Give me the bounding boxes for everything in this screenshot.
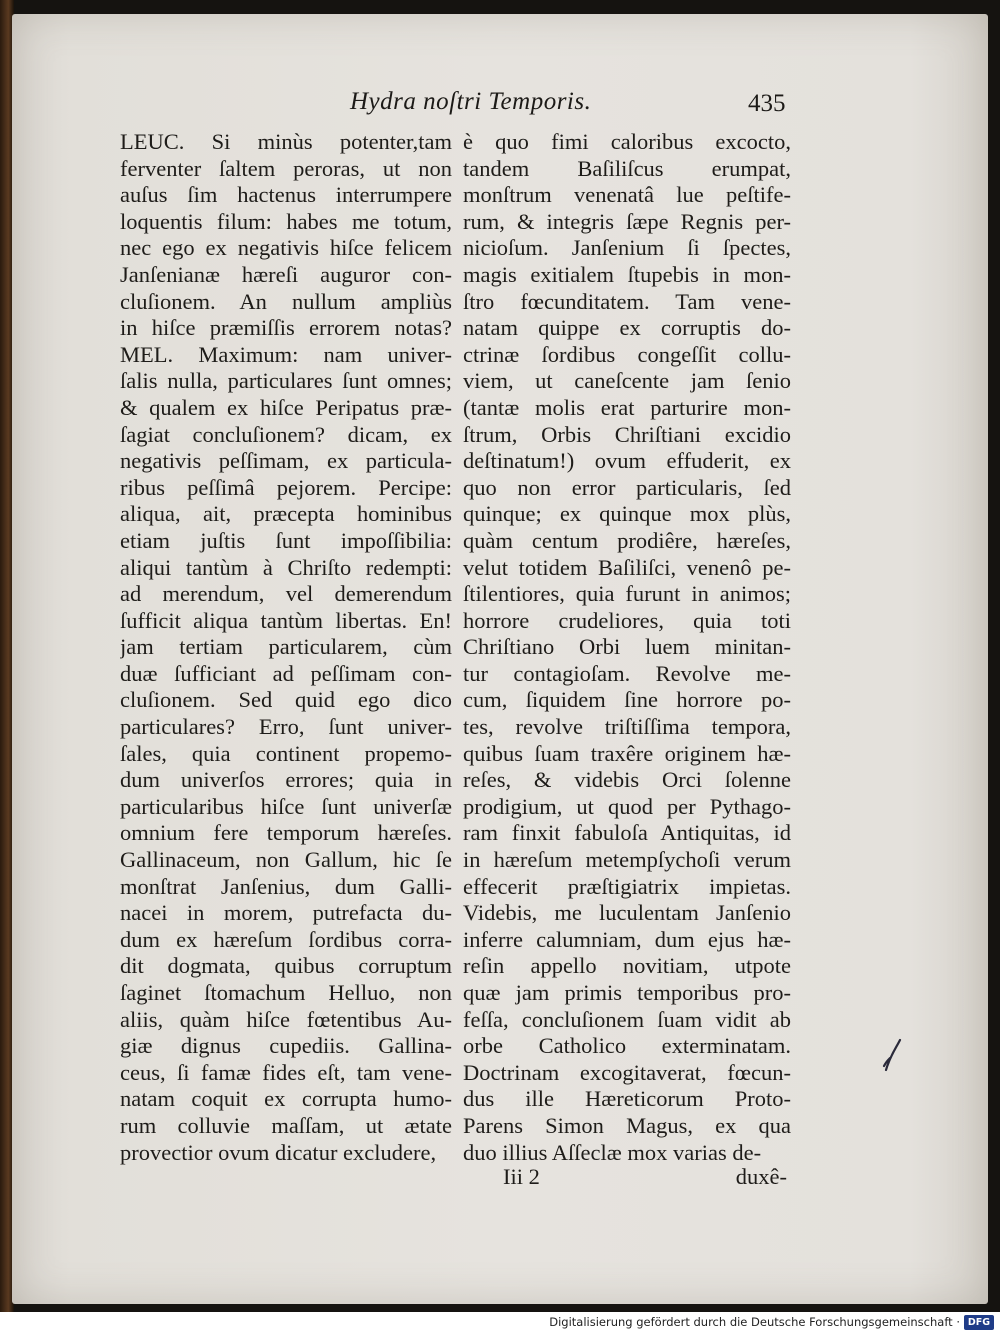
- right-column-line: tur contagioſam. Revolve me-: [463, 660, 791, 686]
- left-column-line: auſus ſim hactenus interrumpere: [120, 182, 452, 208]
- right-column-line: ram finxit fabuloſa Antiquitas, id: [463, 820, 791, 846]
- right-column-line: Chriſtiano Orbi luem minitan-: [463, 634, 791, 660]
- right-column-line: tes, revolve triſtiſſima tempora,: [463, 714, 791, 740]
- left-column-line: etiam juſtis ſunt impoſſibilia:: [120, 527, 452, 553]
- left-column-line: jam tertiam particularem, cùm: [120, 634, 452, 660]
- book-page: [12, 14, 988, 1304]
- left-column-line: omnium fere temporum hæreſes.: [120, 820, 452, 846]
- left-column-line: in hiſce præmiſſis errorem notas?: [120, 315, 452, 341]
- credit-text: Digitalisierung gefördert durch die Deutsche Forschungsgemeinschaft ·: [549, 1315, 960, 1329]
- right-column-line: quæ jam primis temporibus pro-: [463, 980, 791, 1005]
- ink-stroke-mark: [878, 1036, 906, 1076]
- right-column-line: horrore crudeliores, quia toti: [463, 607, 791, 633]
- right-column-line: in hæreſum metempſychoſi verum: [463, 847, 791, 873]
- left-column-line: loquentis filum: habes me totum,: [120, 208, 452, 234]
- left-column-line: MEL. Maximum: nam univer-: [120, 341, 452, 367]
- left-column-line: nec ego ex negativis hiſce felicem: [120, 235, 452, 261]
- left-column-line: particularibus hiſce ſunt univerſæ: [120, 793, 452, 819]
- left-column-line: ſales, quia continent propemo-: [120, 740, 452, 766]
- left-column-line: Gallinaceum, non Gallum, hic ſe: [120, 847, 452, 873]
- left-column-line: rum colluvie maſſam, ut ætate: [120, 1112, 452, 1138]
- left-column-line: negativis peſſimam, ex particula-: [120, 448, 452, 474]
- left-column-line: nacei in morem, putrefacta du-: [120, 900, 452, 926]
- right-column-line: tandem Baſiliſcus erumpat,: [463, 155, 791, 181]
- right-column-line: inferre calumniam, dum ejus hæ-: [463, 926, 791, 952]
- left-column-line: aliqui tantùm à Chriſto redempti:: [120, 554, 452, 580]
- catchword: duxê-: [735, 1164, 787, 1189]
- right-column-line: velut totidem Baſiliſci, venenô pe-: [463, 554, 791, 580]
- right-column-line: magis exitialem ſtupebis in mon-: [463, 261, 791, 287]
- left-column-line: ſufficit aliqua tantùm libertas. En!: [120, 607, 452, 633]
- left-column-line: ad merendum, vel demerendum: [120, 581, 452, 607]
- right-column-line: rum, & integris ſæpe Regnis per-: [463, 208, 791, 234]
- right-column-line: ſtro fœcunditatem. Tam vene-: [463, 288, 791, 314]
- left-column-line: dum ex hæreſum ſordibus corra-: [120, 926, 452, 952]
- left-column-line: duæ ſufficiant ad peſſimam con-: [120, 660, 452, 686]
- running-head-title: Hydra noſtri Temporis.: [350, 88, 592, 115]
- right-column-line: orbe Catholico exterminatam.: [463, 1033, 791, 1059]
- right-column-line: natam quippe ex corruptis do-: [463, 315, 791, 341]
- left-column-line: natam coquit ex corrupta humo-: [120, 1086, 452, 1112]
- left-column-line: cluſionem. An nullum ampliùs: [120, 288, 452, 314]
- page-number: 435: [748, 90, 786, 117]
- right-column-line: dus ille Hæreticorum Proto-: [463, 1086, 791, 1112]
- right-column-line: monſtrum venenatâ lue peſtife-: [463, 182, 791, 208]
- left-column-line: dum univerſos errores; quia in: [120, 767, 452, 793]
- right-column-line: Parens Simon Magus, ex qua: [463, 1112, 791, 1138]
- right-column-line: feſſa, concluſionem ſuam vidit ab: [463, 1006, 791, 1032]
- right-column-line: deſtinatum!) ovum effuderit, ex: [463, 448, 791, 474]
- left-column: [120, 129, 452, 1166]
- running-head: [12, 88, 988, 128]
- right-column-line: quàm centum prodiêre, hæreſes,: [463, 527, 791, 553]
- credit-bar: [0, 1312, 1000, 1334]
- left-column-line: aliis, quàm hiſce fœtentibus Au-: [120, 1006, 452, 1032]
- right-column-line: (tantæ molis erat parturire mon-: [463, 394, 791, 420]
- right-column-line: Videbis, me luculentam Janſenio: [463, 900, 791, 926]
- left-column-line: dit dogmata, quibus corruptum: [120, 953, 452, 979]
- left-column-line: provectior ovum dicatur excludere,: [120, 1139, 437, 1165]
- right-column-line: nicioſum. Janſenium ſi ſpectes,: [463, 235, 791, 261]
- left-column-line: ſaginet ſtomachum Helluo, non: [120, 980, 452, 1005]
- left-column-line: Janſenianæ hæreſi auguror con-: [120, 261, 452, 287]
- left-column-line: cluſionem. Sed quid ego dico: [120, 687, 452, 713]
- right-column-line: quo non error particularis, ſed: [463, 474, 791, 500]
- right-column-line: quinque; ex quinque mox plùs,: [463, 501, 791, 527]
- right-column-line: Doctrinam excogitaverat, fœcun-: [463, 1059, 791, 1085]
- right-column-line: reſes, & videbis Orci ſolenne: [463, 767, 791, 793]
- left-column-line: giæ dignus cupediis. Gallina-: [120, 1033, 452, 1059]
- left-column-line: ſagiat concluſionem? dicam, ex: [120, 421, 452, 447]
- left-column-line: monſtrat Janſenius, dum Galli-: [120, 873, 452, 899]
- right-column-line: duo illius Aſſeclæ mox varias de-: [463, 1139, 762, 1165]
- left-column-line: LEUC. Si minùs potenter,tam: [120, 129, 452, 154]
- right-column-line: reſin appello novitiam, utpote: [463, 953, 791, 979]
- left-column-line: aliqua, ait, præcepta hominibus: [120, 501, 452, 527]
- right-column-line: ſtrum, Orbis Chriſtiani excidio: [463, 421, 791, 447]
- page-footer: [463, 1164, 791, 1194]
- right-column-line: prodigium, ut quod per Pythago-: [463, 793, 791, 819]
- left-column-line: particulares? Erro, ſunt univer-: [120, 714, 452, 740]
- dfg-logo: DFG: [964, 1315, 994, 1330]
- left-column-line: ſalis nulla, particulares ſunt omnes;: [120, 368, 452, 394]
- right-column-line: viem, ut caneſcente jam ſenio: [463, 368, 791, 394]
- left-column-line: ferventer ſaltem peroras, ut non: [120, 155, 452, 181]
- right-column: [463, 129, 791, 1166]
- right-column-line: ſtilentiores, quia furunt in animos;: [463, 581, 791, 607]
- left-column-line: ribus peſſimâ pejorem. Percipe:: [120, 474, 452, 500]
- right-column-line: effecerit præſtigiatrix impietas.: [463, 873, 791, 899]
- right-column-line: ctrinæ ſordibus congeſſit collu-: [463, 341, 791, 367]
- left-column-line: & qualem ex hiſce Peripatus præ-: [120, 394, 452, 420]
- right-column-line: cum, ſiquidem ſine horrore po-: [463, 687, 791, 713]
- right-column-line: è quo fimi caloribus excocto,: [463, 129, 791, 154]
- signature-mark: Iii 2: [503, 1164, 540, 1189]
- left-column-line: ceus, ſi famæ fides eſt, tam vene-: [120, 1059, 452, 1085]
- right-column-line: quibus ſuam traxêre originem hæ-: [463, 740, 791, 766]
